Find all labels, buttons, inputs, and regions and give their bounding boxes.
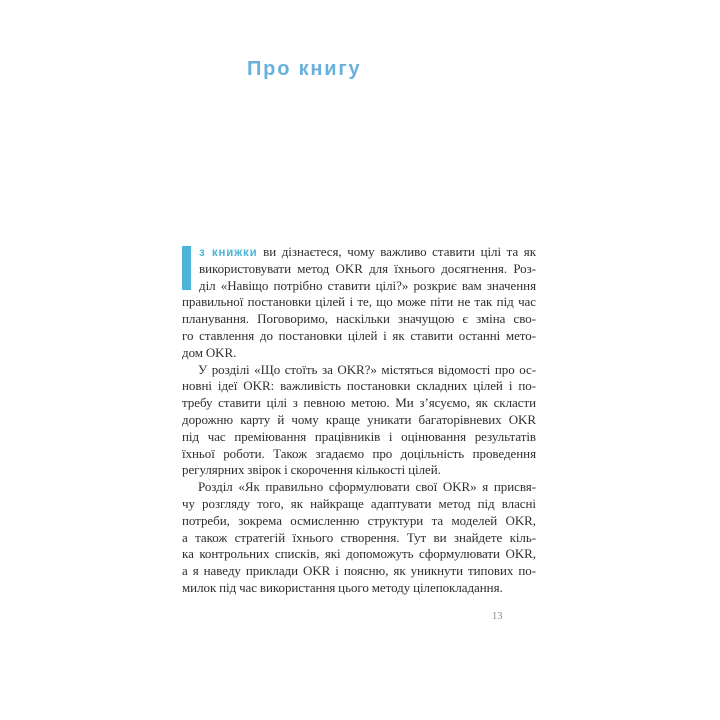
text-line: потреби, зокрема осмисленню структури та моделей OKR,: [182, 512, 536, 528]
text-line: дом OKR.: [182, 344, 237, 360]
text-block: [182, 244, 536, 597]
paragraph: [182, 362, 536, 480]
lead-in-text: з книжки: [199, 247, 258, 259]
text-line: новні ідеї OKR: важливість постановки складних цілей і по-: [182, 378, 536, 394]
text-line: а я наведу приклади OKR і поясню, як уникнути типових по-: [182, 563, 536, 579]
text-line: го ставлення до постановки цілей і як ставити останні мето-: [182, 327, 536, 343]
text-line: У розділі «Що стоїть за OKR?» містяться відомості про ос-: [198, 361, 536, 377]
text-line: регулярних звірок і скорочення кількості цілей.: [182, 462, 441, 478]
text-line: правильної постановки цілей і те, що може піти не так під час: [182, 294, 536, 310]
text-line: їхньої роботи. Також згадаємо про доцільність проведення: [182, 445, 536, 461]
text-line: з книжки ви дізнаєтеся, чому важливо ставити цілі та як: [199, 244, 536, 259]
text-line: а також стратегій їхнього створення. Тут ви знайдете кіль-: [182, 529, 536, 545]
paragraph: [182, 244, 536, 362]
text-line: Розділ «Як правильно сформулювати свої OKR» я присвя-: [198, 479, 536, 495]
text-line: требу ставити цілі з певною метою. Ми з’ясуємо, як скласти: [182, 395, 536, 411]
text-line: під час преміювання працівників і оцінювання результатів: [182, 428, 536, 444]
page-number: 13: [492, 611, 503, 622]
paragraph: [182, 479, 536, 597]
text-line: планування. Поговоримо, наскільки значущою є зміна сво-: [182, 311, 536, 327]
chapter-title: Про книгу: [247, 58, 362, 80]
text-line: використовувати метод OKR для їхнього досягнення. Роз-: [199, 260, 536, 276]
text-line: дорожню карту й чому краще уникати багаторівневих OKR: [182, 411, 536, 427]
accent-bar: [182, 246, 191, 290]
text-line: ка контрольних списків, які допоможуть сформулювати OKR,: [182, 546, 536, 562]
text-line: діл «Навіщо потрібно ставити цілі?» розкриє вам значення: [199, 277, 536, 293]
text-line: милок під час використання цього методу цілепокладання.: [182, 579, 503, 595]
text-line: чу розгляду того, як найкраще адаптувати метод під власні: [182, 495, 536, 511]
